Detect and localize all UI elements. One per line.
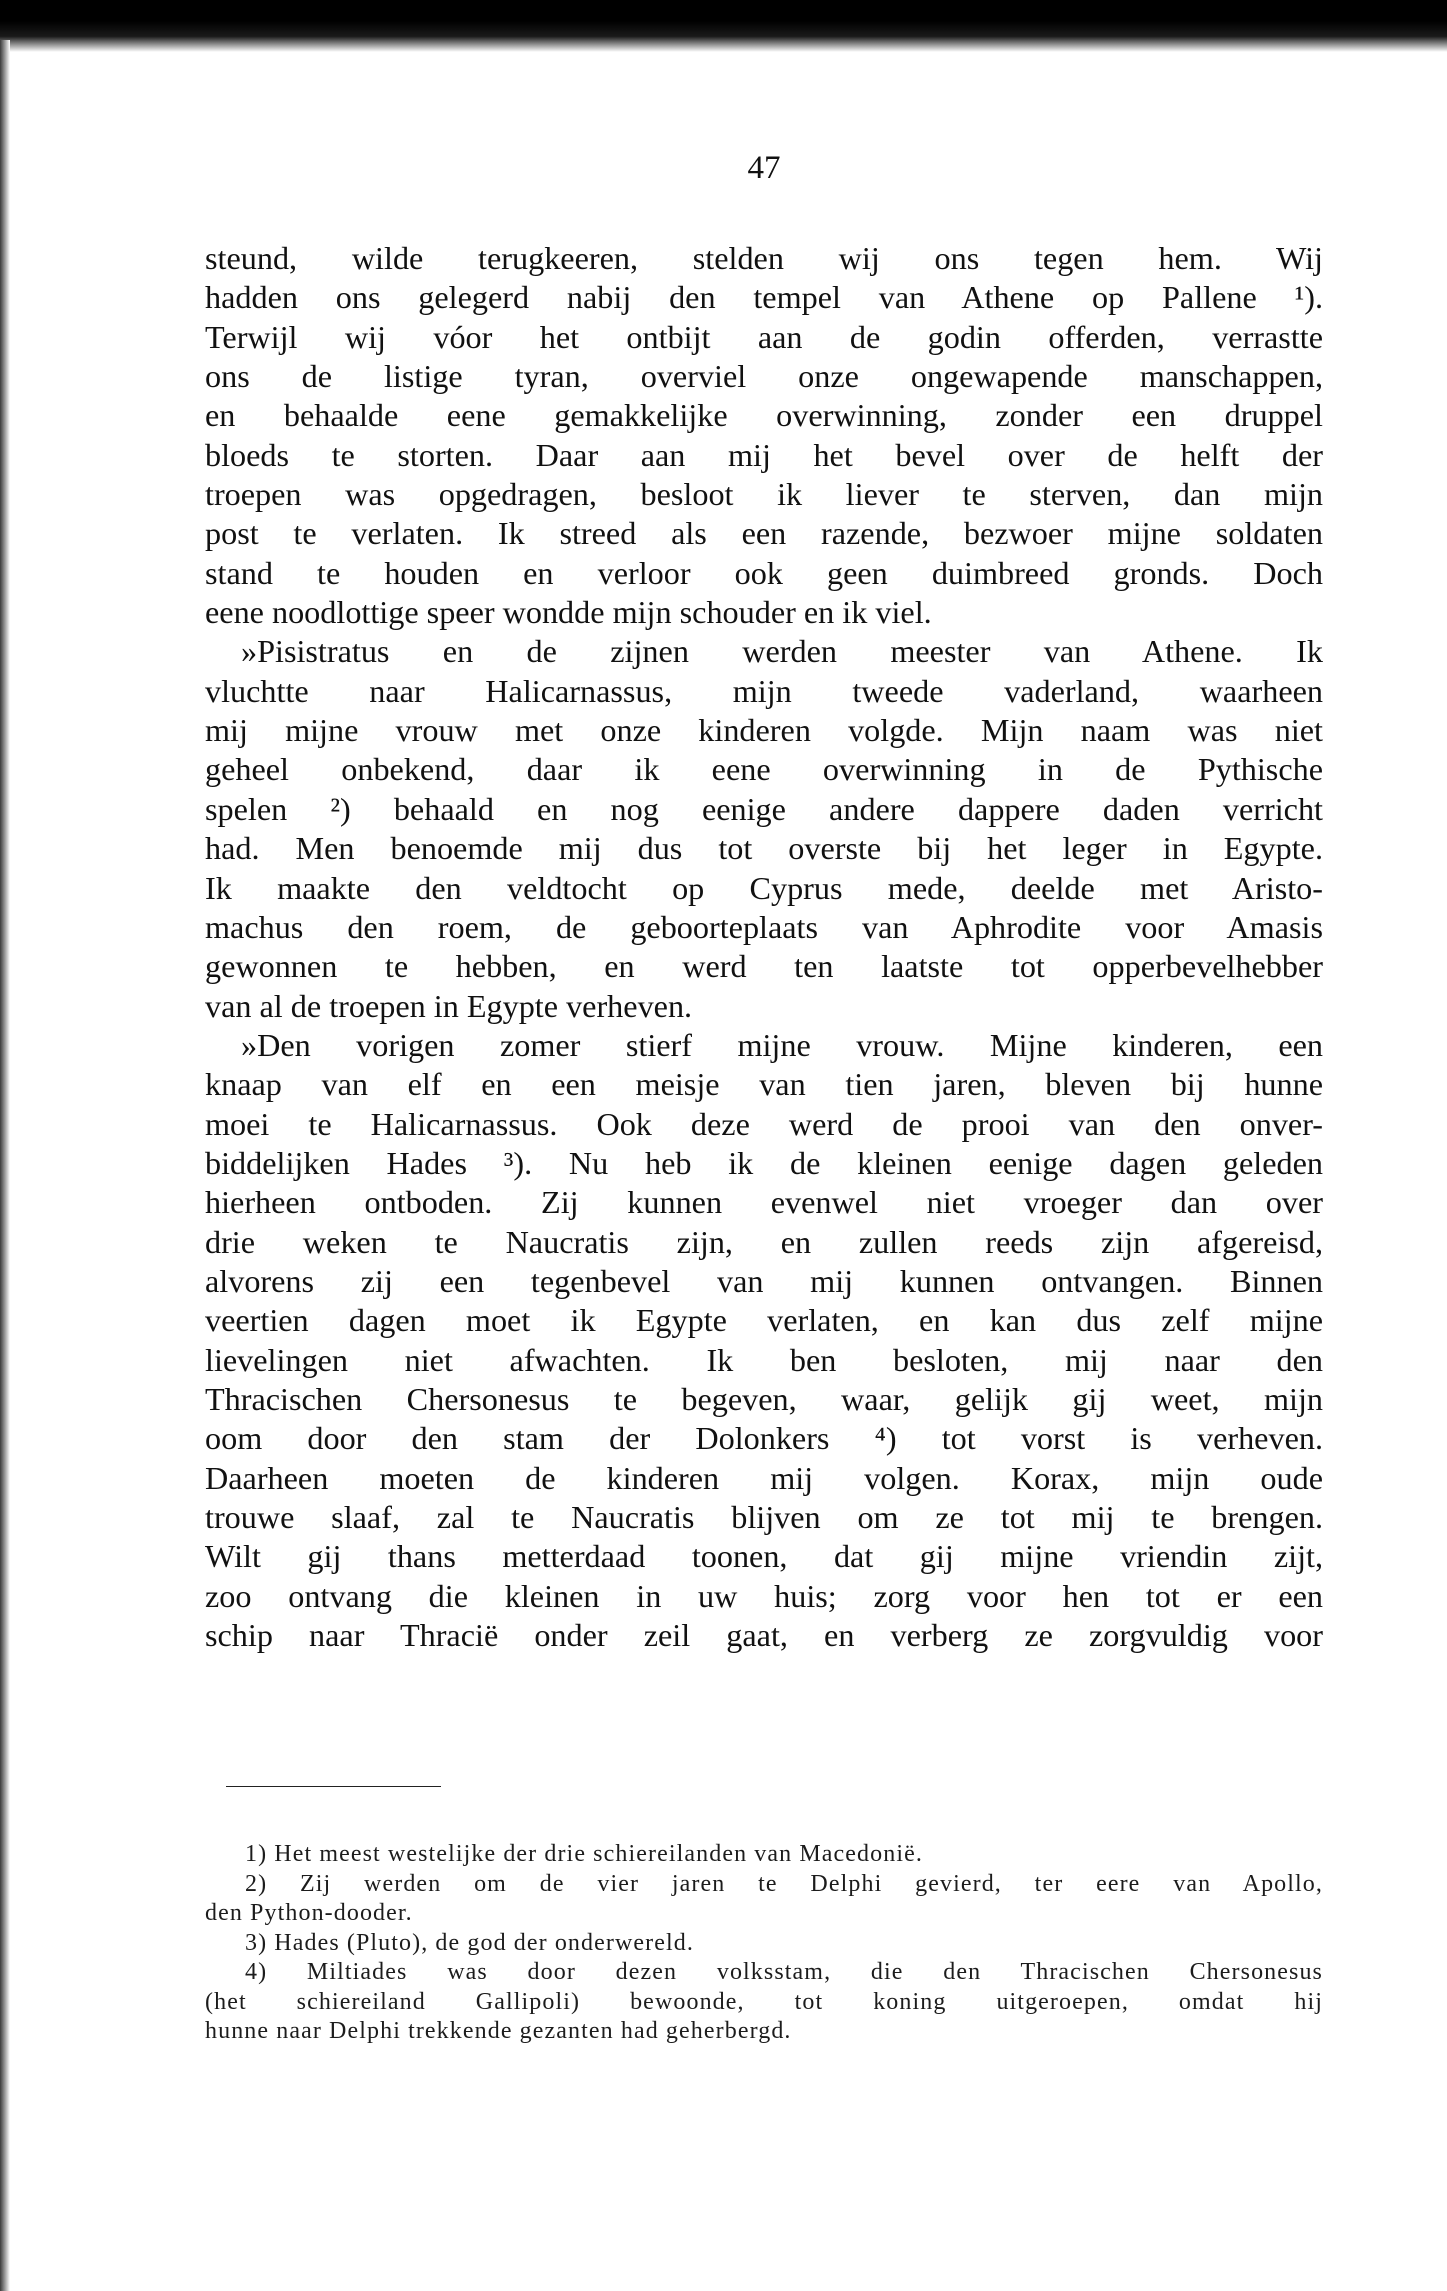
footnotes xyxy=(205,1840,1323,2047)
body-text xyxy=(205,239,1323,1655)
text-line: bloeds te storten. Daar aan mij het bevel over de helft der xyxy=(205,436,1323,473)
text-line: schip naar Thracië onder zeil gaat, en verberg ze zorgvuldig voor xyxy=(205,1617,1323,1654)
text-line: »Pisistratus en de zijnen werden meester van Athene. Ik xyxy=(241,633,1323,670)
text-line: »Den vorigen zomer stierf mijne vrouw. Mijne kinderen, een xyxy=(241,1026,1323,1063)
footnote-1 xyxy=(205,1840,1323,1870)
text-line: gewonnen te hebben, en werd ten laatste tot opperbevelhebber xyxy=(205,948,1323,985)
text-line: trouwe slaaf, zal te Naucratis blijven om ze tot mij te brengen. xyxy=(205,1499,1323,1535)
text-line: machus den roem, de geboorteplaats van Aphrodite voor Amasis xyxy=(205,908,1323,945)
text-line: steund, wilde terugkeeren, stelden wij ons tegen hem. Wij xyxy=(205,240,1323,276)
footnote-rule xyxy=(226,1786,441,1787)
footnote-line: den Python-dooder. xyxy=(205,1900,413,1927)
footnote-line: hunne naar Delphi trekkende gezanten had geherbergd. xyxy=(205,2018,792,2045)
text-line: zoo ontvang die kleinen in uw huis; zorg voor hen tot er een xyxy=(205,1577,1323,1614)
text-line: Ik maakte den veldtocht op Cyprus mede, deelde met Aristo- xyxy=(205,869,1323,906)
text-line: lievelingen niet afwachten. Ik ben besloten, mij naar den xyxy=(205,1341,1323,1378)
text-line: Thracischen Chersonesus te begeven, waar, gelijk gij weet, mijn xyxy=(205,1380,1323,1417)
footnote-3 xyxy=(205,1929,1323,1959)
text-line: Wilt gij thans metterdaad toonen, dat gij mijne vriendin zijt, xyxy=(205,1538,1323,1575)
text-line: hierheen ontboden. Zij kunnen evenwel niet vroeger dan over xyxy=(205,1184,1323,1221)
text-line: Daarheen moeten de kinderen mij volgen. Korax, mijn oude xyxy=(205,1459,1323,1496)
footnote-2 xyxy=(205,1870,1323,1929)
text-line: mij mijne vrouw met onze kinderen volgde. Mijn naam was niet xyxy=(205,712,1323,749)
footnote-line: 1) Het meest westelijke der drie schiereilanden van Macedonië. xyxy=(245,1841,923,1868)
footnote-line: 2) Zij werden om de vier jaren te Delphi gevierd, ter eere van Apollo, xyxy=(245,1870,1323,1897)
book-page xyxy=(205,150,1323,2047)
scan-edge-top xyxy=(0,0,1447,52)
text-line: ons de listige tyran, overviel onze ongewapende manschappen, xyxy=(205,358,1323,395)
text-line: Terwijl wij vóor het ontbijt aan de godin offerden, verrastte xyxy=(205,318,1323,355)
text-line: had. Men benoemde mij dus tot overste bij het leger in Egypte. xyxy=(205,830,1323,867)
page-number: 47 xyxy=(747,150,781,186)
footnote-line: 3) Hades (Pluto), de god der onderwereld. xyxy=(245,1929,694,1956)
text-line: knaap van elf en een meisje van tien jaren, bleven bij hunne xyxy=(205,1066,1323,1103)
text-line: stand te houden en verloor ook geen duimbreed gronds. Doch xyxy=(205,554,1323,591)
text-line: en behaalde eene gemakkelijke overwinning, zonder een druppel xyxy=(205,397,1323,434)
scan-edge-left xyxy=(0,40,10,2291)
text-line: biddelijken Hades ³). Nu heb ik de kleinen eenige dagen geleden xyxy=(205,1144,1323,1181)
text-line: oom door den stam der Dolonkers ⁴) tot vorst is verheven. xyxy=(205,1420,1323,1457)
text-line: spelen ²) behaald en nog eenige andere dappere daden verricht xyxy=(205,790,1323,827)
footnote-line: (het schiereiland Gallipoli) bewoonde, tot koning uitgeroepen, omdat hij xyxy=(205,1988,1323,2015)
text-line: van al de troepen in Egypte verheven. xyxy=(205,987,693,1024)
text-line: vluchtte naar Halicarnassus, mijn tweede vaderland, waarheen xyxy=(205,672,1323,709)
text-line: veertien dagen moet ik Egypte verlaten, en kan dus zelf mijne xyxy=(205,1302,1323,1339)
text-line: drie weken te Naucratis zijn, en zullen reeds zijn afgereisd, xyxy=(205,1223,1323,1260)
text-line: hadden ons gelegerd nabij den tempel van Athene op Pallene ¹). xyxy=(205,279,1323,316)
text-line: post te verlaten. Ik streed als een razende, bezwoer mijne soldaten xyxy=(205,515,1323,552)
text-line: troepen was opgedragen, besloot ik liever te sterven, dan mijn xyxy=(205,476,1323,513)
text-line: moei te Halicarnassus. Ook deze werd de prooi van den onver- xyxy=(205,1105,1323,1142)
text-line: alvorens zij een tegenbevel van mij kunnen ontvangen. Binnen xyxy=(205,1262,1323,1299)
footnote-4 xyxy=(205,1958,1323,2047)
footnote-line: 4) Miltiades was door dezen volksstam, die den Thracischen Chersonesus xyxy=(245,1959,1323,1986)
text-line: geheel onbekend, daar ik eene overwinning in de Pythische xyxy=(205,751,1323,788)
text-line: eene noodlottige speer wondde mijn schouder en ik viel. xyxy=(205,594,932,631)
